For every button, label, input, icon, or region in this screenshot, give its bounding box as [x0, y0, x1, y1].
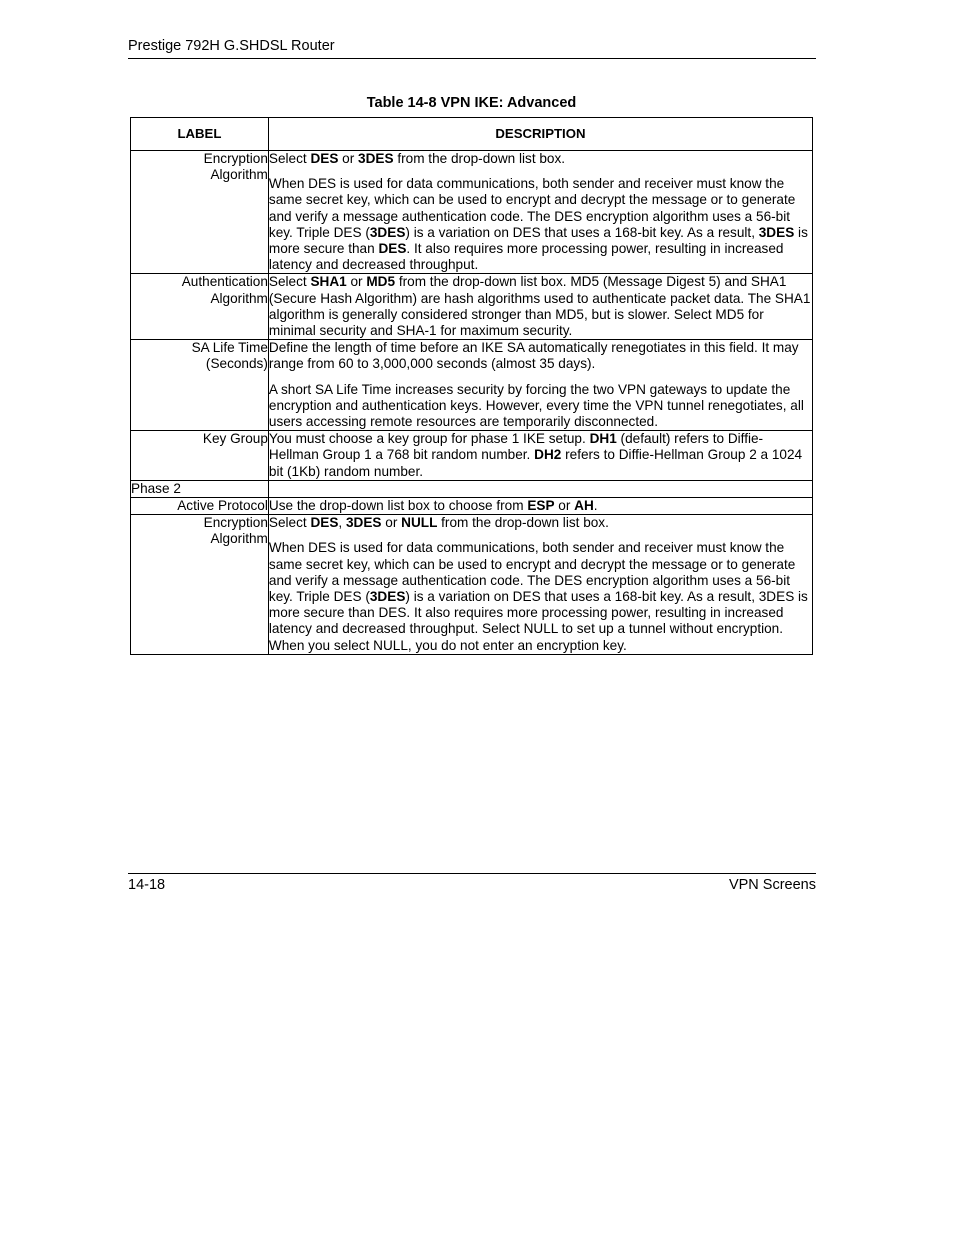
bold-term: DES: [378, 241, 407, 257]
page-footer: [128, 873, 816, 894]
bold-term: DH1: [589, 431, 617, 447]
description-text: Use the drop-down list box to choose from: [268, 498, 528, 514]
description-text: from the drop-down list box.: [393, 151, 566, 166]
description-text: ) is a variation on DES that uses a 168-bit key. As a result, 3DES is more secure than DES. It also requires more processing power, resulting in increased latency and decreased throughput. Select NULL to set up a tunnel without encryption. When you select NULL, you do not enter an encryption key.: [268, 589, 808, 653]
row-label-line: Algorithm: [210, 167, 268, 183]
table-body: [131, 151, 813, 655]
row-label: [131, 274, 269, 340]
description-text: or: [338, 151, 359, 166]
description-text: or: [554, 498, 575, 514]
description-text: . It also requires more processing power, resulting in increased latency and decreased throughput.: [268, 241, 784, 273]
description-paragraph: [269, 151, 812, 167]
description-text: Define the length of time before an IKE SA automatically renegotiates in this field. It may range from 60 to 3,000,000 seconds (almost 35 days).: [268, 340, 799, 372]
description-text: Select: [268, 515, 311, 531]
row-label-line: SA Life Time: [191, 340, 268, 356]
bold-term: 3DES: [369, 224, 406, 240]
vpn-ike-advanced-table: [130, 117, 813, 655]
description-text: or: [346, 274, 367, 290]
description-text: A short SA Life Time increases security by forcing the two VPN gateways to update the encryption and authentication keys. However, every time the VPN tunnel renegotiates, all users accessing remote resources are temporarily disconnected.: [268, 381, 804, 430]
row-description: [268, 340, 812, 431]
description-text: is more secure than: [268, 224, 808, 257]
description-column-header: DESCRIPTION: [268, 118, 812, 151]
bold-term: DES: [310, 151, 339, 166]
section-name: VPN Screens: [728, 877, 816, 893]
row-label: [131, 431, 269, 481]
description-text: from the drop-down list box. MD5 (Message Digest 5) and SHA1 (Secure Hash Algorithm) are hash algorithms used to authenticate packet data. The SHA1 algorithm is generally considered stronger than MD5, but is slower. Select MD5 for minimal security and SHA-1 for maximum security.: [268, 274, 811, 339]
bold-term: 3DES: [758, 224, 795, 240]
description-paragraph: [269, 540, 812, 653]
row-description: [268, 480, 812, 497]
row-label-line: Key Group: [202, 431, 268, 447]
row-label-line: Authentication: [181, 274, 268, 290]
description-paragraph: [269, 498, 812, 514]
row-description: [268, 274, 812, 340]
table-row: [131, 480, 813, 497]
table-row: [131, 274, 813, 340]
description-paragraph: [269, 340, 812, 372]
row-description: [268, 515, 812, 655]
description-text: Select: [268, 274, 311, 290]
table-row: [131, 340, 813, 431]
bold-term: DH2: [534, 447, 562, 463]
description-paragraph: [269, 515, 812, 531]
description-text: ) is a variation on DES that uses a 168-bit key. As a result,: [405, 224, 759, 240]
description-paragraph: [269, 431, 812, 480]
bold-term: DES: [310, 515, 339, 531]
row-label-line: Algorithm: [210, 531, 268, 547]
description-text: When DES is used for data communications, both sender and receiver must know the same secret key, which can be used to encrypt and decrypt the message or to generate and verify a message authentication code. The DES encryption algorithm uses a 56-bit key. Triple DES (: [268, 176, 796, 240]
row-label-line: Encryption: [203, 515, 268, 531]
header-product-name: Prestige 792H G.SHDSL Router: [128, 38, 335, 54]
bold-term: NULL: [401, 515, 438, 531]
row-label: [131, 515, 269, 655]
row-label-line: Phase 2: [131, 480, 181, 496]
description-text: refers to Diffie-Hellman Group 2 a 1024 bit (1Kb) random number.: [268, 447, 803, 479]
description-paragraph: [269, 274, 812, 339]
table-row: [131, 498, 813, 515]
description-text: ,: [338, 515, 346, 531]
table-row: [131, 431, 813, 481]
bold-term: 3DES: [345, 515, 382, 531]
bold-term: 3DES: [358, 151, 394, 166]
row-label: [131, 151, 269, 274]
row-label-line: Encryption: [203, 151, 268, 166]
description-text: When DES is used for data communications, both sender and receiver must know the same secret key, which can be used to encrypt and decrypt the message or to generate and verify a message authentication code. The DES encryption algorithm uses a 56-bit key. Triple DES (: [268, 540, 796, 605]
bold-term: MD5: [366, 274, 396, 290]
bold-term: 3DES: [369, 589, 406, 605]
row-label: [131, 480, 269, 497]
description-paragraph: [269, 382, 812, 431]
description-text: or: [381, 515, 402, 531]
row-description: [268, 498, 812, 515]
row-label-line: (Seconds): [205, 356, 268, 372]
row-label-line: Active Protocol: [177, 498, 268, 514]
label-column-header: LABEL: [131, 118, 269, 151]
row-description: [268, 431, 812, 481]
description-text: from the drop-down list box.: [437, 515, 609, 531]
table-row: [131, 151, 813, 274]
row-label-line: Algorithm: [210, 290, 268, 306]
description-text: You must choose a key group for phase 1 IKE setup.: [268, 431, 590, 447]
description-text: Select: [268, 151, 311, 166]
page-number: 14-18: [128, 877, 166, 893]
table-row: [131, 515, 813, 655]
bold-term: AH: [574, 498, 594, 514]
row-description: [268, 151, 812, 274]
table-title: Table 14-8 VPN IKE: Advanced: [366, 95, 577, 111]
table-header-row: [131, 118, 813, 151]
description-paragraph: [269, 176, 812, 273]
bold-term: SHA1: [310, 274, 347, 290]
row-label: [131, 498, 269, 515]
bold-term: ESP: [527, 498, 555, 514]
row-label: [131, 340, 269, 431]
description-text: (default) refers to Diffie-Hellman Group 1 a 768 bit random number.: [268, 431, 764, 463]
description-text: .: [593, 498, 598, 514]
page-header: [128, 37, 816, 59]
